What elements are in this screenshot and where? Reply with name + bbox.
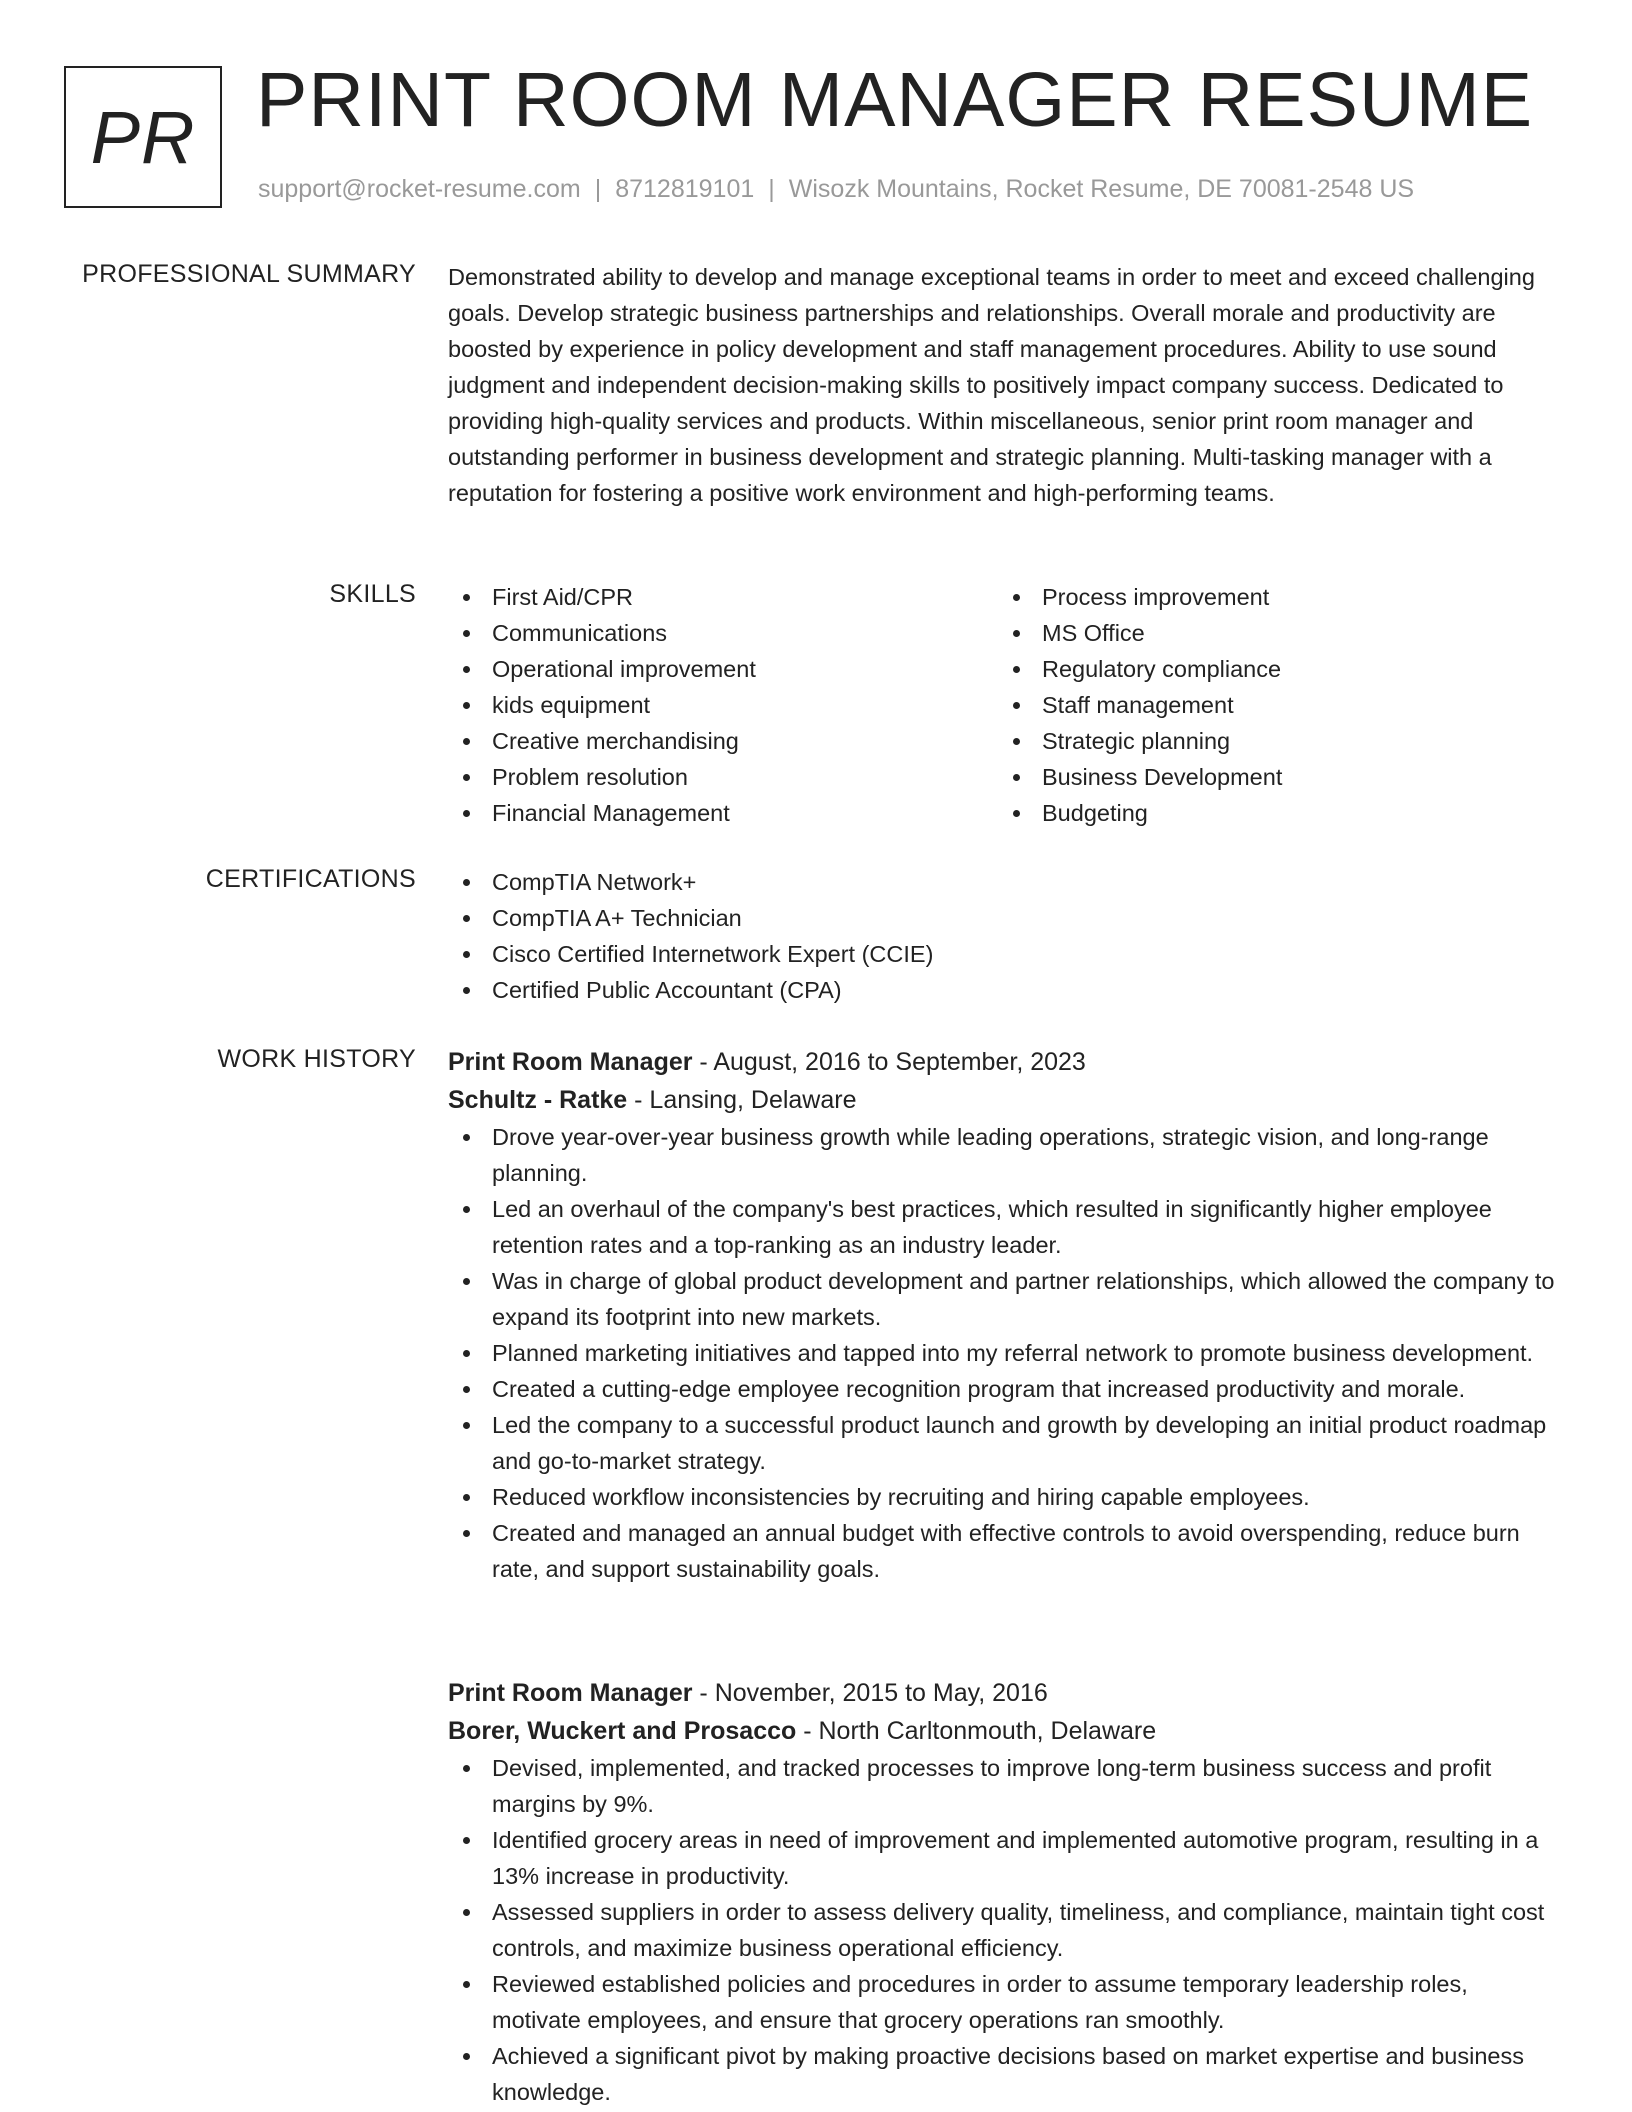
- job-bullet: Reviewed established policies and procedures in order to assume temporary leadership roles, motivate employees, and ensure that grocery operations ran smoothly.: [448, 1966, 1558, 2038]
- job-title-line: [448, 1043, 1558, 1081]
- job-bullets: [448, 1750, 1558, 2110]
- company-line: [448, 1712, 1558, 1750]
- skills-section: [448, 579, 1558, 831]
- company-location: - Lansing, Delaware: [627, 1086, 857, 1114]
- section-label-certifications: CERTIFICATIONS: [205, 865, 416, 893]
- job-bullet: Identified grocery areas in need of improvement and implemented automotive program, resulting in a 13% increase in productivity.: [448, 1822, 1558, 1894]
- contact-phone: 8712819101: [615, 175, 755, 203]
- job-bullet: Led the company to a successful product launch and growth by developing an initial product roadmap and go-to-market strategy.: [448, 1407, 1558, 1479]
- skills-grid: [448, 579, 1558, 831]
- skill-item: Financial Management: [448, 795, 998, 831]
- skill-item: Operational improvement: [448, 651, 998, 687]
- skill-item: kids equipment: [448, 687, 998, 723]
- summary-text: Demonstrated ability to develop and manage exceptional teams in order to meet and exceed challenging goals. Develop strategic business partnerships and relationships. Overall morale and productivity are boosted by experience in policy development and staff management procedures. Ability to use sound judgment and independent decision-making skills to positively impact company success. Dedicated to providing high-quality services and products. Within miscellaneous, senior print room manager and outstanding performer in business development and strategic planning. Multi-tasking manager with a reputation for fostering a positive work environment and high-performing teams.: [448, 264, 1535, 506]
- contact-email: support@rocket-resume.com: [258, 175, 581, 203]
- company-name: Schultz - Ratke: [448, 1086, 628, 1114]
- certification-item: CompTIA A+ Technician: [448, 900, 1558, 936]
- skill-item: Regulatory compliance: [998, 651, 1548, 687]
- job-bullet: Drove year-over-year business growth while leading operations, strategic vision, and long-range planning.: [448, 1119, 1558, 1191]
- job-bullet: Was in charge of global product development and partner relationships, which allowed the company to expand its footprint into new markets.: [448, 1263, 1558, 1335]
- job-bullet: Planned marketing initiatives and tapped into my referral network to promote business development.: [448, 1335, 1558, 1371]
- company-location: - North Carltonmouth, Delaware: [796, 1717, 1157, 1745]
- certification-item: Cisco Certified Internetwork Expert (CCIE): [448, 936, 1558, 972]
- job-title-line: [448, 1674, 1558, 1712]
- job-bullets: [448, 1119, 1558, 1587]
- contact-separator: |: [594, 175, 602, 203]
- company-line: [448, 1081, 1558, 1119]
- job-bullet: Devised, implemented, and tracked processes to improve long-term business success and profit margins by 9%.: [448, 1750, 1558, 1822]
- skill-item: MS Office: [998, 615, 1548, 651]
- skill-item: Strategic planning: [998, 723, 1548, 759]
- skill-item: Budgeting: [998, 795, 1548, 831]
- job-bullet: Created a cutting-edge employee recognition program that increased productivity and morale.: [448, 1371, 1558, 1407]
- skill-item: First Aid/CPR: [448, 579, 998, 615]
- certification-item: Certified Public Accountant (CPA): [448, 972, 1558, 1008]
- job-bullet: Assessed suppliers in order to assess delivery quality, timeliness, and compliance, maintain tight cost controls, and maximize business operational efficiency.: [448, 1894, 1558, 1966]
- job-entry: [448, 1674, 1558, 2110]
- skill-item: Business Development: [998, 759, 1548, 795]
- skill-item: Problem resolution: [448, 759, 998, 795]
- certifications-section: [448, 864, 1558, 1008]
- contact-address: Wisozk Mountains, Rocket Resume, DE 70081-2548 US: [788, 175, 1415, 203]
- job-bullet: Achieved a significant pivot by making proactive decisions based on market expertise and business knowledge.: [448, 2038, 1558, 2110]
- job-dates: - August, 2016 to September, 2023: [692, 1048, 1086, 1076]
- certification-item: CompTIA Network+: [448, 864, 1558, 900]
- company-name: Borer, Wuckert and Prosacco: [448, 1717, 797, 1745]
- job-bullet: Created and managed an annual budget with effective controls to avoid overspending, reduce burn rate, and support sustainability goals.: [448, 1515, 1558, 1587]
- section-label-summary: PROFESSIONAL SUMMARY: [82, 260, 416, 288]
- skill-item: Communications: [448, 615, 998, 651]
- job-bullet: Reduced workflow inconsistencies by recruiting and hiring capable employees.: [448, 1479, 1558, 1515]
- skills-right-list: [998, 579, 1548, 831]
- monogram-initials: PR: [90, 95, 196, 179]
- skills-left-list: [448, 579, 998, 831]
- certifications-list: [448, 864, 1558, 1008]
- section-label-work-history: WORK HISTORY: [217, 1045, 416, 1073]
- section-label-skills: SKILLS: [329, 580, 416, 608]
- job-entry: [448, 1043, 1558, 1587]
- job-title: Print Room Manager: [448, 1048, 693, 1076]
- skill-item: Staff management: [998, 687, 1548, 723]
- contact-line: [258, 175, 1414, 204]
- job-title: Print Room Manager: [448, 1679, 693, 1707]
- job-bullet: Led an overhaul of the company's best practices, which resulted in significantly higher employee retention rates and a top-ranking as an industry leader.: [448, 1191, 1558, 1263]
- monogram-box: [64, 66, 222, 208]
- job-dates: - November, 2015 to May, 2016: [692, 1679, 1048, 1707]
- skill-item: Process improvement: [998, 579, 1548, 615]
- skill-item: Creative merchandising: [448, 723, 998, 759]
- contact-separator: |: [768, 175, 775, 203]
- resume-title: PRINT ROOM MANAGER RESUME: [256, 57, 1534, 143]
- summary-section: [448, 259, 1558, 511]
